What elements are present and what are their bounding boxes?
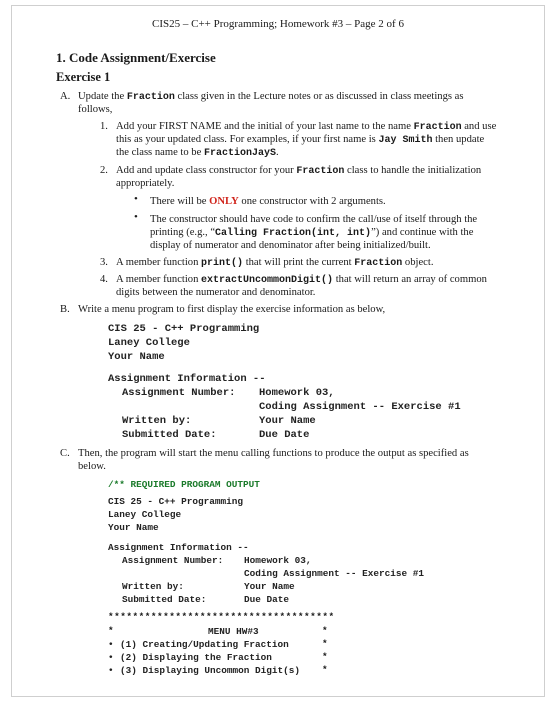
menu-star-right: * [322,651,328,662]
part-c-assignment-value: Homework 03, [244,555,312,566]
code: Fraction [354,258,403,269]
text: A member function [116,257,202,268]
bullet-icon: • [134,211,138,223]
item-4-line2: digits between the numerator and denominator. [116,287,316,298]
text: . [275,147,279,158]
item-number: 2. [100,165,108,176]
part-a-text: Update the [78,91,127,102]
part-c-marker: C. [60,448,70,459]
bullet-2-line1: The constructor should have code to confirm the call/use of itself through the [150,214,478,225]
part-c-assignment-label: Assignment Number: [122,555,224,566]
part-b-line: Laney College [108,337,190,349]
code: Fraction [296,166,345,177]
part-b-submitted-label: Submitted Date: [122,429,217,441]
menu-star-left: * [108,625,114,636]
menu-star-right: * [322,664,328,675]
part-a-code: Fraction [126,92,175,103]
part-a-line2: follows, [78,104,113,115]
menu-title: MENU HW#3 [208,626,259,637]
part-c-line1: Then, the program will start the menu calling functions to produce the output as specified as [78,448,469,459]
page-header: CIS25 – C++ Programming; Homework #3 – Page 2 of 6 [152,18,404,30]
part-b-submitted-value: Due Date [259,429,310,441]
item-number: 4. [100,274,108,285]
part-c-line2: below. [78,461,106,472]
text: and use [461,121,497,132]
text: that will print the current [243,257,355,268]
part-b-info-title: Assignment Information -- [108,373,266,385]
text: Add your FIRST NAME and the initial of your last name to the name [116,121,414,132]
menu-border-top: ************************************* [108,611,335,622]
menu-star-right: * [322,625,328,636]
part-b-written-label: Written by: [122,415,192,427]
menu-bullet-icon: • [108,652,114,663]
text: the class name to be [116,147,204,158]
part-b-assignment-label: Assignment Number: [122,387,236,399]
part-a-line1 [78,90,463,104]
menu-bullet-icon: • [108,665,114,676]
item-3-line1 [116,256,433,270]
bullet-1 [150,195,386,208]
code: Calling Fraction(int, int) [215,228,372,239]
text: A member function [116,274,202,285]
item-2-line2: appropriately. [116,178,175,189]
text: then update [432,134,485,145]
text: class to handle the initialization [344,165,482,176]
emphasis-text: ONLY [209,196,239,207]
part-c-written-label: Written by: [122,581,184,592]
part-c-submitted-value: Due Date [244,594,290,605]
code: print() [201,258,244,269]
text: one constructor with 2 arguments. [238,196,386,207]
item-number: 1. [100,121,108,132]
code: extractUncommonDigit() [201,275,334,286]
text: Add and update class constructor for your [116,165,297,176]
item-1-line3 [116,146,279,160]
text: that will return an array of common [333,274,487,285]
part-c-submitted-label: Submitted Date: [122,594,207,605]
item-2-line1 [116,164,481,178]
part-b-line: Your Name [108,351,165,363]
part-a-marker: A. [60,91,71,102]
part-c-info-title: Assignment Information -- [108,542,249,553]
part-b-line: CIS 25 - C++ Programming [108,323,260,335]
item-1-line1 [116,120,496,134]
menu-item-3: (3) Displaying Uncommon Digit(s) [120,665,301,676]
part-a-text-rest: class given in the Lecture notes or as discussed in class meetings as [174,91,464,102]
item-number: 3. [100,257,108,268]
part-c-line: CIS 25 - C++ Programming [108,496,244,507]
code: Jay Smith [378,135,433,146]
part-b-text: Write a menu program to first display the exercise information as below, [78,304,386,315]
part-c-assignment-line2: Coding Assignment -- Exercise #1 [244,568,425,579]
required-output-comment: /** REQUIRED PROGRAM OUTPUT [108,479,260,490]
code: Fraction [413,122,462,133]
bullet-2-line2 [150,226,473,240]
text: There will be [150,196,210,207]
code: FractionJayS [203,148,276,159]
text: object. [402,257,434,268]
section-title: 1. Code Assignment/Exercise [56,50,216,65]
part-c-line: Your Name [108,522,159,533]
document-page [11,5,545,697]
menu-item-1: (1) Creating/Updating Fraction [120,639,289,650]
text: ”) and continue with the [371,227,474,238]
bullet-icon: • [134,193,138,205]
exercise-title: Exercise 1 [56,70,111,84]
part-c-line: Laney College [108,509,182,520]
item-4-line1 [116,273,487,287]
part-b-marker: B. [60,304,70,315]
text: printing (e.g., “ [150,227,216,238]
part-c-written-value: Your Name [244,581,295,592]
text: this as your updated class. For examples, if your first name is [116,134,379,145]
part-b-assignment-value: Homework 03, [259,387,335,399]
menu-item-2: (2) Displaying the Fraction [120,652,272,663]
menu-star-right: * [322,638,328,649]
part-b-assignment-line2: Coding Assignment -- Exercise #1 [259,401,461,413]
menu-bullet-icon: • [108,639,114,650]
part-b-written-value: Your Name [259,415,316,427]
item-1-line2 [116,133,484,147]
bullet-2-line3: display of numerator and denominator after being initialized/built. [150,240,431,251]
